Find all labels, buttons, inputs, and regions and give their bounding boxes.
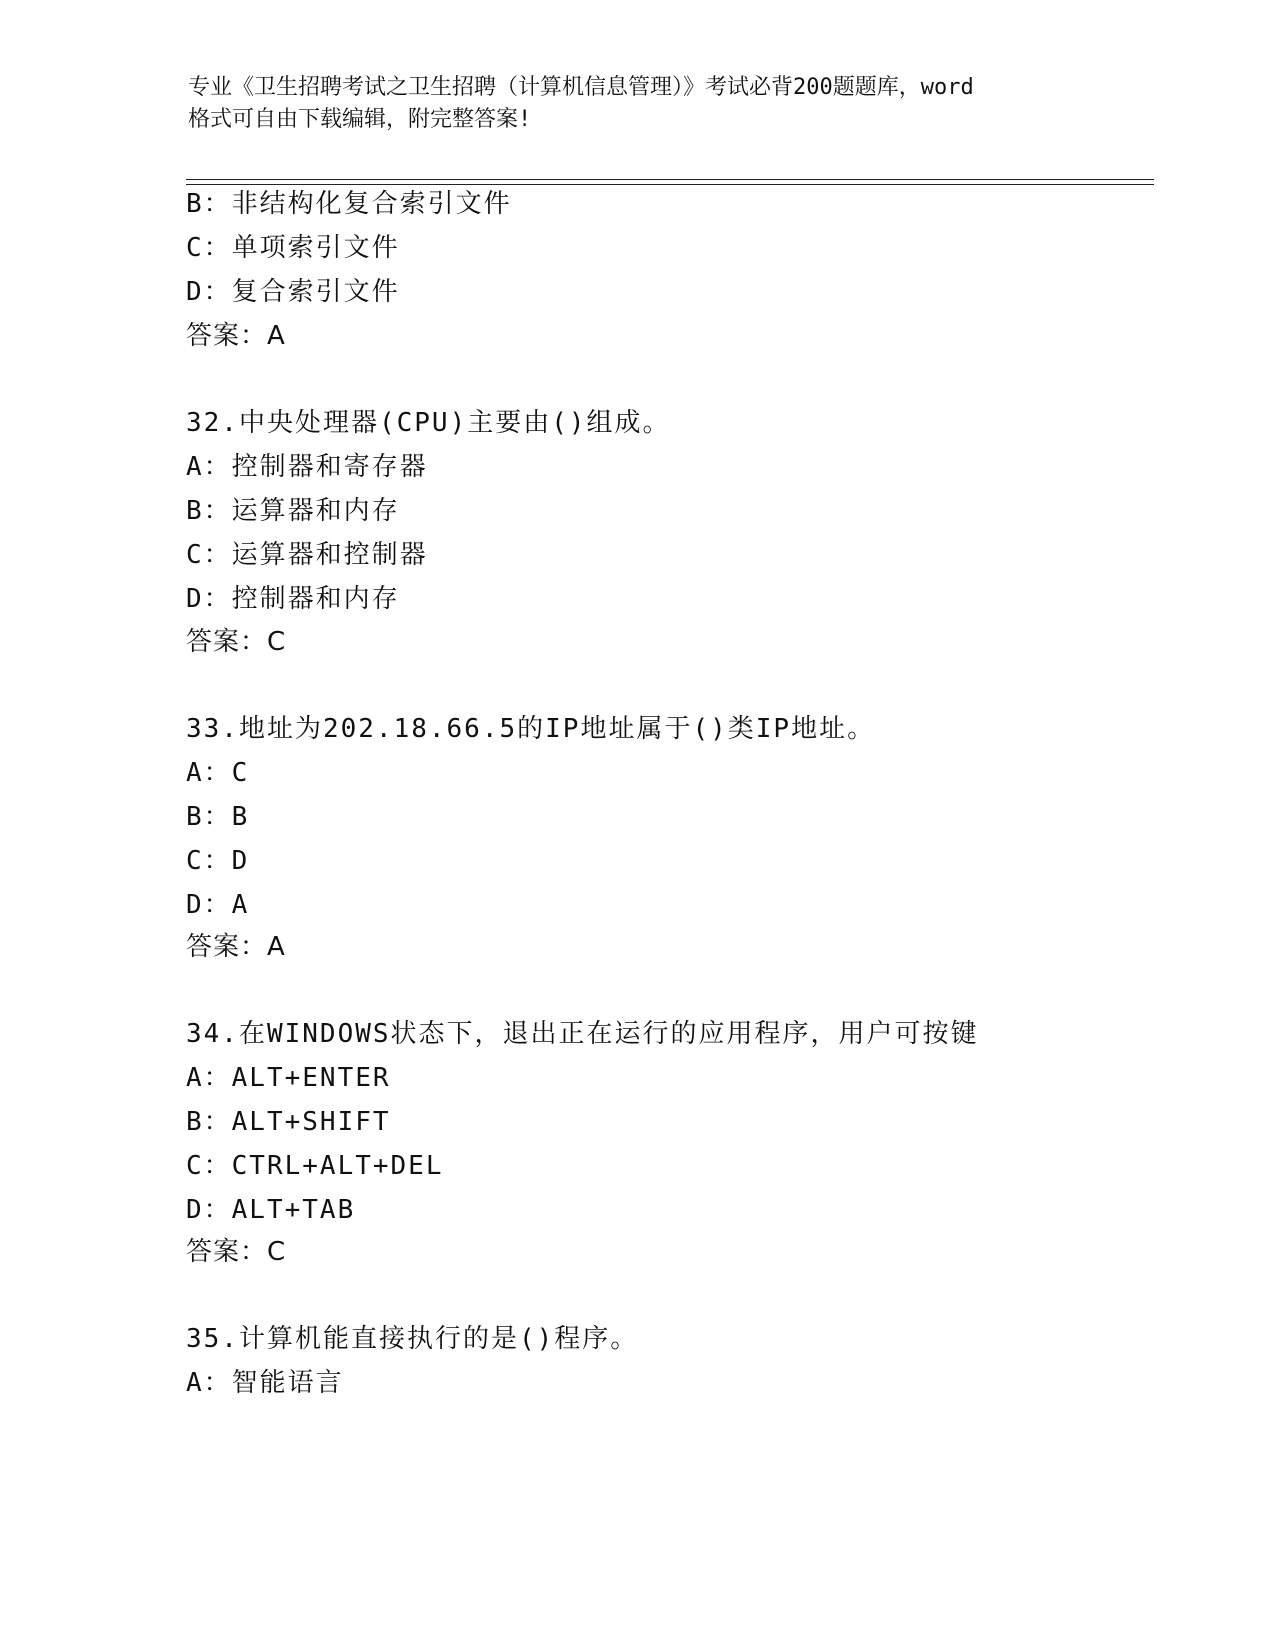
answer: 答案：C	[186, 1237, 287, 1267]
option-a: A：控制器和寄存器	[186, 452, 428, 482]
option-c: C：运算器和控制器	[186, 540, 428, 570]
option-c: C：CTRL+ALT+DEL	[186, 1151, 444, 1181]
question-stem: 32.中央处理器(CPU)主要由()组成。	[186, 408, 671, 438]
document-header	[188, 72, 1088, 136]
option-b: B：ALT+SHIFT	[186, 1107, 391, 1137]
option-a: A：智能语言	[186, 1368, 344, 1398]
question-stem: 35.计算机能直接执行的是()程序。	[186, 1324, 639, 1354]
answer: 答案：A	[186, 321, 286, 351]
option-b: B：非结构化复合索引文件	[186, 189, 512, 219]
header-rule-bottom	[186, 184, 1154, 185]
header-line-2: 格式可自由下载编辑，附完整答案!	[188, 107, 532, 132]
option-d: D：复合索引文件	[186, 277, 400, 307]
option-c: C：D	[186, 846, 250, 876]
option-d: D：A	[186, 890, 250, 920]
option-b: B：运算器和内存	[186, 496, 400, 526]
option-d: D：控制器和内存	[186, 584, 400, 614]
option-a: A：ALT+ENTER	[186, 1063, 391, 1093]
option-b: B：B	[186, 802, 250, 832]
header-line-1: 专业《卫生招聘考试之卫生招聘（计算机信息管理）》考试必背200题题库，word	[188, 75, 974, 100]
option-c: C：单项索引文件	[186, 233, 400, 263]
option-a: A：C	[186, 758, 250, 788]
header-rule-top	[186, 179, 1154, 180]
answer: 答案：A	[186, 932, 286, 962]
option-d: D：ALT+TAB	[186, 1195, 356, 1225]
question-stem: 33.地址为202.18.66.5的IP地址属于()类IP地址。	[186, 714, 876, 744]
question-stem: 34.在WINDOWS状态下，退出正在运行的应用程序，用户可按键	[186, 1019, 979, 1049]
answer: 答案：C	[186, 627, 287, 657]
